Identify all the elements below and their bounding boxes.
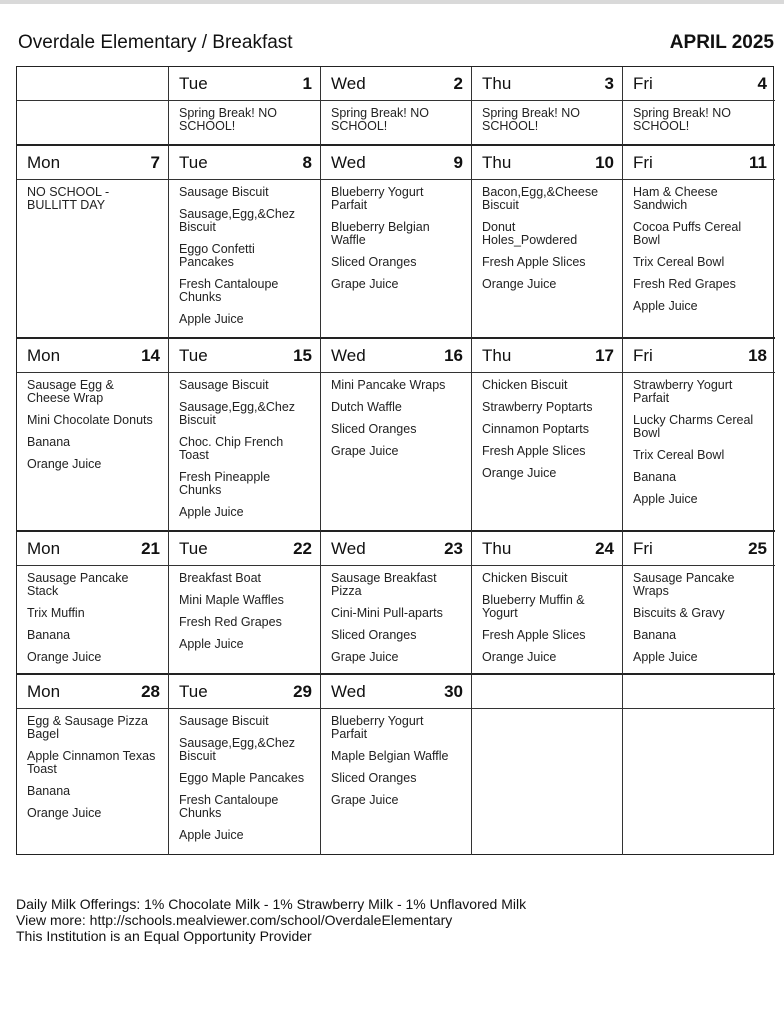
day-menu-cell bbox=[472, 566, 623, 675]
day-number: 28 bbox=[141, 681, 160, 701]
day-name: Mon bbox=[27, 345, 61, 365]
menu-item: Blueberry Yogurt Parfait bbox=[331, 714, 424, 741]
menu-item: Sliced Oranges bbox=[331, 771, 417, 785]
menu-item: Trix Cereal Bowl bbox=[633, 448, 725, 462]
day-number: 16 bbox=[444, 345, 463, 365]
menu-item: Grape Juice bbox=[331, 277, 399, 291]
menu-item: Choc. Chip French Toast bbox=[179, 435, 284, 462]
day-number: 23 bbox=[444, 538, 463, 558]
menu-item: Grape Juice bbox=[331, 793, 399, 807]
day-menu-cell bbox=[472, 180, 623, 339]
menu-item: Sausage Pancake Wraps bbox=[633, 571, 735, 598]
day-name: Mon bbox=[27, 681, 61, 701]
day-header bbox=[169, 67, 321, 101]
day-menu-cell bbox=[623, 566, 775, 675]
day-number: 30 bbox=[444, 681, 463, 701]
milk-offerings-text: Daily Milk Offerings: 1% Chocolate Milk - 1% Strawberry Milk - 1% Unflavored Milk bbox=[16, 896, 527, 912]
day-header bbox=[169, 532, 321, 566]
day-menu-cell bbox=[472, 101, 623, 146]
day-name: Wed bbox=[331, 681, 366, 701]
day-number: 18 bbox=[748, 345, 767, 365]
day-name: Fri bbox=[633, 345, 653, 365]
day-name: Tue bbox=[179, 73, 208, 93]
day-menu-cell bbox=[472, 709, 623, 855]
menu-item: Sausage Biscuit bbox=[179, 378, 269, 392]
day-name: Thu bbox=[482, 345, 512, 365]
menu-item: Maple Belgian Waffle bbox=[331, 749, 449, 763]
menu-item: Breakfast Boat bbox=[179, 571, 261, 585]
day-menu-cell bbox=[623, 180, 775, 339]
day-number: 14 bbox=[141, 345, 160, 365]
day-name: Wed bbox=[331, 345, 366, 365]
day-name: Mon bbox=[27, 152, 61, 172]
day-menu-cell bbox=[17, 373, 169, 532]
day-header bbox=[623, 339, 775, 373]
day-menu-cell bbox=[169, 566, 321, 675]
menu-item: Fresh Cantaloupe Chunks bbox=[179, 277, 279, 304]
menu-item: Orange Juice bbox=[482, 650, 557, 664]
menu-item: Lucky Charms Cereal Bowl bbox=[633, 413, 754, 440]
day-header bbox=[472, 146, 623, 180]
menu-item: Apple Juice bbox=[633, 650, 698, 664]
menu-item: Apple Juice bbox=[633, 492, 698, 506]
menu-item: Sausage Biscuit bbox=[179, 714, 269, 728]
menu-item: Fresh Apple Slices bbox=[482, 628, 586, 642]
menu-item: Sliced Oranges bbox=[331, 422, 417, 436]
month-label: APRIL 2025 bbox=[669, 32, 774, 53]
day-number: 7 bbox=[150, 152, 160, 172]
day-menu-cell bbox=[321, 101, 472, 146]
menu-item: Banana bbox=[27, 628, 71, 642]
menu-item: Mini Maple Waffles bbox=[179, 593, 284, 607]
menu-item: Fresh Apple Slices bbox=[482, 444, 586, 458]
day-number: 3 bbox=[604, 73, 614, 93]
day-header bbox=[169, 339, 321, 373]
menu-item: Fresh Red Grapes bbox=[633, 277, 736, 291]
day-header bbox=[17, 532, 169, 566]
menu-item: Cini-Mini Pull-aparts bbox=[331, 606, 443, 620]
menu-item: Chicken Biscuit bbox=[482, 378, 568, 392]
day-menu-cell bbox=[472, 373, 623, 532]
menu-item: Spring Break! NO SCHOOL! bbox=[633, 106, 731, 133]
menu-item: Blueberry Muffin & Yogurt bbox=[482, 593, 585, 620]
menu-item: Banana bbox=[633, 470, 677, 484]
day-menu-cell bbox=[169, 709, 321, 855]
menu-item: Sausage Pancake Stack bbox=[27, 571, 129, 598]
equal-opportunity-text: This Institution is an Equal Opportunity Provider bbox=[16, 928, 312, 944]
menu-item: Spring Break! NO SCHOOL! bbox=[179, 106, 277, 133]
day-header bbox=[623, 146, 775, 180]
day-name: Fri bbox=[633, 538, 653, 558]
day-number: 21 bbox=[141, 538, 160, 558]
day-number: 22 bbox=[293, 538, 312, 558]
view-more-link-text: View more: http://schools.mealviewer.com/school/OverdaleElementary bbox=[16, 912, 453, 928]
menu-item: Trix Muffin bbox=[27, 606, 85, 620]
day-number: 29 bbox=[293, 681, 312, 701]
day-menu-cell bbox=[17, 101, 169, 146]
menu-item: Egg & Sausage Pizza Bagel bbox=[27, 714, 148, 741]
day-name: Wed bbox=[331, 152, 366, 172]
day-header bbox=[169, 675, 321, 709]
day-menu-cell bbox=[169, 180, 321, 339]
day-name: Tue bbox=[179, 681, 208, 701]
day-number: 17 bbox=[595, 345, 614, 365]
menu-item: Apple Juice bbox=[179, 312, 244, 326]
menu-item: Biscuits & Gravy bbox=[633, 606, 725, 620]
menu-item: Sausage Egg & Cheese Wrap bbox=[27, 378, 114, 405]
day-header bbox=[17, 67, 169, 101]
day-name: Thu bbox=[482, 73, 512, 93]
day-header bbox=[623, 532, 775, 566]
menu-item: Apple Juice bbox=[179, 637, 244, 651]
page-title: Overdale Elementary / Breakfast bbox=[18, 32, 293, 53]
menu-item: Spring Break! NO SCHOOL! bbox=[482, 106, 580, 133]
day-header bbox=[321, 67, 472, 101]
day-header bbox=[472, 67, 623, 101]
day-name: Tue bbox=[179, 152, 208, 172]
day-name: Tue bbox=[179, 345, 208, 365]
day-menu-cell bbox=[321, 180, 472, 339]
menu-item: Apple Juice bbox=[179, 828, 244, 842]
menu-item: Strawberry Poptarts bbox=[482, 400, 593, 414]
menu-item: Eggo Confetti Pancakes bbox=[179, 242, 255, 269]
menu-item: Sausage Biscuit bbox=[179, 185, 269, 199]
day-name: Fri bbox=[633, 152, 653, 172]
day-number: 10 bbox=[595, 152, 614, 172]
menu-item: Ham & Cheese Sandwich bbox=[633, 185, 718, 212]
menu-item: Cinnamon Poptarts bbox=[482, 422, 590, 436]
menu-item: Sausage Breakfast Pizza bbox=[331, 571, 437, 598]
day-header bbox=[17, 675, 169, 709]
menu-item: Eggo Maple Pancakes bbox=[179, 771, 305, 785]
menu-item: Fresh Cantaloupe Chunks bbox=[179, 793, 279, 820]
day-menu-cell bbox=[17, 709, 169, 855]
day-menu-cell bbox=[623, 101, 775, 146]
day-number: 9 bbox=[453, 152, 463, 172]
day-header bbox=[472, 339, 623, 373]
menu-item: Blueberry Yogurt Parfait bbox=[331, 185, 424, 212]
menu-item: Sausage,Egg,&Chez Biscuit bbox=[179, 400, 296, 427]
menu-calendar bbox=[16, 66, 774, 855]
menu-item: Apple Juice bbox=[179, 505, 244, 519]
day-menu-cell bbox=[321, 709, 472, 855]
top-edge-bar bbox=[0, 0, 784, 4]
day-name: Tue bbox=[179, 538, 208, 558]
menu-item: Grape Juice bbox=[331, 444, 399, 458]
day-header bbox=[17, 146, 169, 180]
menu-item: Trix Cereal Bowl bbox=[633, 255, 725, 269]
menu-item: Spring Break! NO SCHOOL! bbox=[331, 106, 429, 133]
menu-item: Fresh Red Grapes bbox=[179, 615, 282, 629]
day-menu-cell bbox=[623, 373, 775, 532]
menu-item: Bacon,Egg,&Cheese Biscuit bbox=[482, 185, 599, 212]
day-header bbox=[321, 146, 472, 180]
day-name: Mon bbox=[27, 538, 61, 558]
menu-item: Sausage,Egg,&Chez Biscuit bbox=[179, 736, 296, 763]
day-header bbox=[623, 675, 775, 709]
menu-item: Orange Juice bbox=[482, 466, 557, 480]
day-header bbox=[472, 532, 623, 566]
menu-item: Chicken Biscuit bbox=[482, 571, 568, 585]
day-menu-cell bbox=[17, 180, 169, 339]
day-header bbox=[472, 675, 623, 709]
day-menu-cell bbox=[321, 566, 472, 675]
menu-item: Orange Juice bbox=[27, 806, 102, 820]
menu-item: Sliced Oranges bbox=[331, 255, 417, 269]
day-menu-cell bbox=[169, 373, 321, 532]
day-number: 2 bbox=[453, 73, 463, 93]
day-menu-cell bbox=[169, 101, 321, 146]
menu-item: Strawberry Yogurt Parfait bbox=[633, 378, 733, 405]
day-header bbox=[169, 146, 321, 180]
menu-item: Sliced Oranges bbox=[331, 628, 417, 642]
menu-item: Cocoa Puffs Cereal Bowl bbox=[633, 220, 742, 247]
menu-item: Banana bbox=[633, 628, 677, 642]
menu-item: Orange Juice bbox=[27, 650, 102, 664]
day-header bbox=[623, 67, 775, 101]
menu-item: Apple Cinnamon Texas Toast bbox=[27, 749, 156, 776]
footer bbox=[16, 896, 526, 944]
menu-item: NO SCHOOL - BULLITT DAY bbox=[27, 185, 110, 212]
day-name: Wed bbox=[331, 538, 366, 558]
menu-item: Fresh Apple Slices bbox=[482, 255, 586, 269]
day-header bbox=[321, 675, 472, 709]
day-name: Thu bbox=[482, 538, 512, 558]
menu-item: Blueberry Belgian Waffle bbox=[331, 220, 430, 247]
day-number: 15 bbox=[293, 345, 312, 365]
day-menu-cell bbox=[17, 566, 169, 675]
day-number: 4 bbox=[757, 73, 767, 93]
menu-item: Mini Chocolate Donuts bbox=[27, 413, 153, 427]
day-number: 8 bbox=[302, 152, 312, 172]
day-name: Fri bbox=[633, 73, 653, 93]
day-name: Wed bbox=[331, 73, 366, 93]
day-number: 1 bbox=[302, 73, 312, 93]
day-number: 24 bbox=[595, 538, 614, 558]
day-menu-cell bbox=[321, 373, 472, 532]
day-number: 25 bbox=[748, 538, 767, 558]
menu-item: Fresh Pineapple Chunks bbox=[179, 470, 271, 497]
menu-item: Apple Juice bbox=[633, 299, 698, 313]
menu-item: Orange Juice bbox=[482, 277, 557, 291]
menu-item: Orange Juice bbox=[27, 457, 102, 471]
day-header bbox=[321, 532, 472, 566]
day-number: 11 bbox=[749, 152, 767, 172]
menu-item: Banana bbox=[27, 435, 71, 449]
menu-item: Donut Holes_Powdered bbox=[482, 220, 578, 247]
day-header bbox=[17, 339, 169, 373]
day-name: Thu bbox=[482, 152, 512, 172]
menu-item: Grape Juice bbox=[331, 650, 399, 664]
day-header bbox=[321, 339, 472, 373]
menu-item: Mini Pancake Wraps bbox=[331, 378, 446, 392]
menu-item: Banana bbox=[27, 784, 71, 798]
menu-item: Dutch Waffle bbox=[331, 400, 402, 414]
menu-item: Sausage,Egg,&Chez Biscuit bbox=[179, 207, 296, 234]
day-menu-cell bbox=[623, 709, 775, 855]
